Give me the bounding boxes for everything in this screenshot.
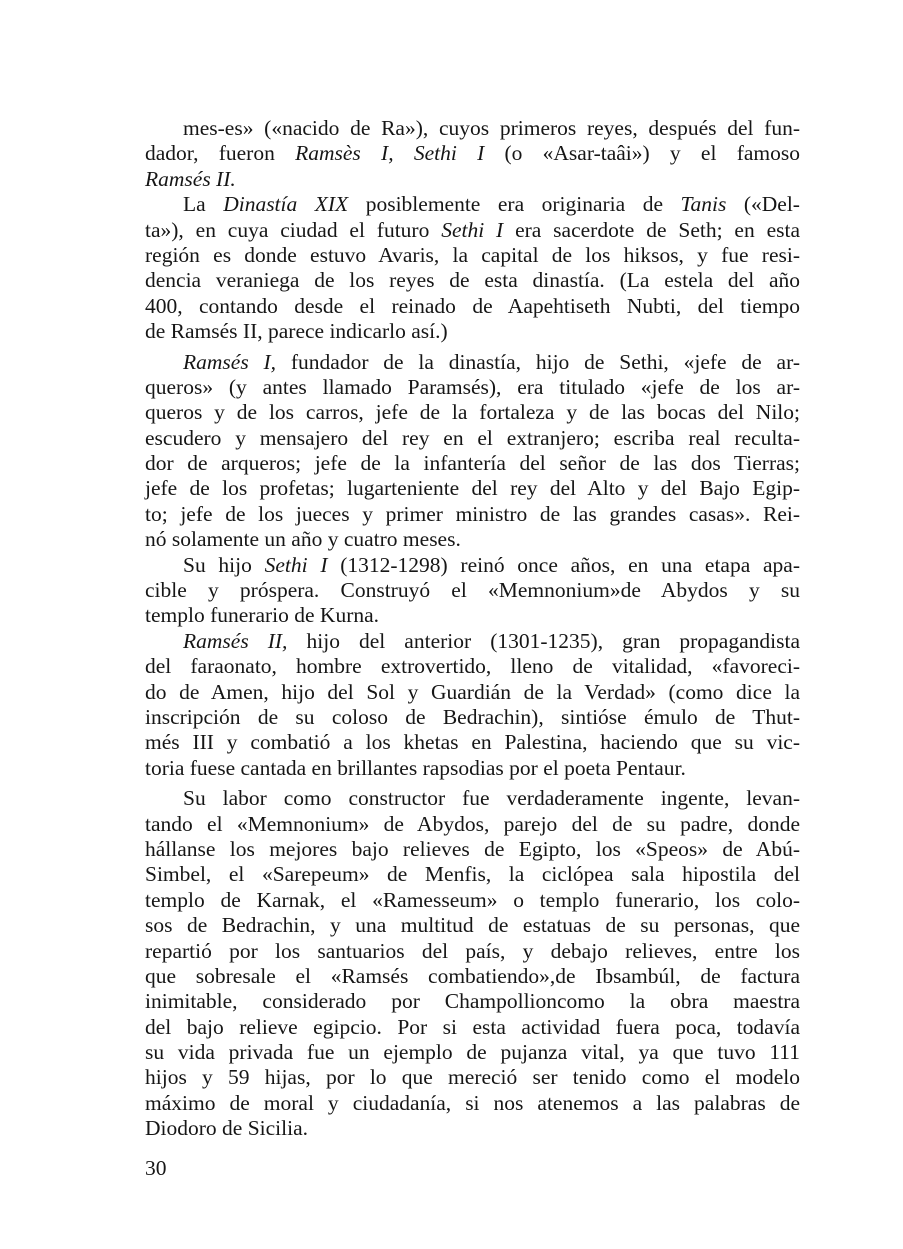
text-run: mes-es» («nacido de Ra»), cuyos primeros reyes, después del fun- [183, 116, 800, 140]
text-run: inscripción de su coloso de Bedrachin), sintióse émulo de Thut- [145, 704, 800, 729]
text-run: cible y próspera. Construyó el «Memnonium»de Abydos y su [145, 578, 800, 603]
text-run: que sobresale el «Ramsés combatiendo»,de Ibsambúl, de factura [145, 963, 800, 988]
text-run: hállanse los mejores bajo relieves de Egipto, los «Speos» de Abú- [145, 836, 800, 861]
text-line [145, 756, 800, 781]
text-line [145, 862, 800, 887]
text-run: del bajo relieve egipcio. Por si esta actividad fuera poca, todavía [145, 1014, 800, 1039]
text-run: ta»), en cuya ciudad el futuro [145, 217, 442, 242]
text-line [145, 730, 800, 755]
text-run: del faraonato, hombre extrovertido, lleno de vitalidad, «favoreci- [145, 654, 800, 679]
text-run: (1312-1298) reinó once años, en una etapa apa- [327, 552, 800, 577]
italic-text: Sethi I [264, 552, 328, 577]
text-line [145, 837, 800, 862]
text-line [145, 268, 800, 293]
page-number: 30 [145, 1156, 167, 1180]
text-line [145, 964, 800, 989]
text-line [145, 913, 800, 938]
text-run: templo de Karnak, el «Ramesseum» o templo funerario, los colo- [145, 887, 800, 912]
text-run: de Ramsés II, parece indicarlo así.) [145, 319, 448, 344]
italic-text: Ramsés II. [145, 166, 236, 191]
text-run: queros» (y antes llamado Paramsés), era titulado «jefe de los ar- [145, 374, 800, 399]
text-run: Simbel, el «Sarepeum» de Menfis, la ciclópea sala hipostila del [145, 862, 800, 887]
text-run: queros y de los carros, jefe de la fortaleza y de las bocas del Nilo; [145, 400, 800, 425]
page-body [145, 116, 800, 1142]
text-line [145, 1091, 800, 1116]
text-line [145, 629, 800, 654]
text-line [145, 812, 800, 837]
text-line [145, 243, 800, 268]
text-run: jefe de los profetas; lugarteniente del rey del Alto y del Bajo Egip- [145, 476, 800, 501]
italic-text: Ramsès I, Sethi I [295, 141, 485, 166]
text-line [145, 350, 800, 375]
text-run: su vida privada fue un ejemplo de pujanza vital, ya que tuvo 111 [145, 1040, 800, 1065]
text-run: dencia veraniega de los reyes de esta dinastía. (La estela del año [145, 268, 800, 293]
paragraph [145, 116, 800, 192]
text-line [145, 426, 800, 451]
text-line [145, 603, 800, 628]
text-run: inimitable, considerado por Champollioncomo la obra maestra [145, 989, 800, 1014]
text-line [145, 141, 800, 166]
text-run: («Del- [726, 192, 800, 217]
text-line [145, 654, 800, 679]
text-run: región es donde estuvo Avaris, la capital de los hiksos, y fue resi- [145, 242, 800, 267]
text-line [145, 705, 800, 730]
text-run: Su hijo [183, 552, 265, 577]
text-line [145, 167, 800, 192]
text-run: dador, fueron [145, 141, 296, 166]
text-run: posiblemente era originaria de [348, 192, 681, 217]
text-run: Su labor como constructor fue verdaderamente ingente, levan- [183, 786, 800, 811]
text-line [145, 502, 800, 527]
text-line [145, 192, 800, 217]
text-line [145, 294, 800, 319]
italic-text: Tanis [680, 192, 727, 217]
paragraph [145, 192, 800, 344]
text-line [145, 400, 800, 425]
text-line [145, 786, 800, 811]
text-run: dor de arqueros; jefe de la infantería del señor de las dos Tierras; [145, 451, 800, 476]
text-run: (o «Asar-taâi») y el famoso [484, 141, 800, 166]
text-run: máximo de moral y ciudadanía, si nos atenemos a las palabras de [145, 1090, 800, 1115]
paragraph [145, 629, 800, 781]
italic-text: Dinastía XIX [223, 192, 349, 217]
text-run: més III y combatió a los khetas en Palestina, haciendo que su vic- [145, 730, 800, 755]
text-line [145, 680, 800, 705]
text-run: do de Amen, hijo del Sol y Guardián de la Verdad» (como dice la [145, 679, 800, 704]
text-line [145, 939, 800, 964]
text-run: tando el «Memnonium» de Abydos, parejo del de su padre, donde [145, 811, 800, 836]
text-line [145, 888, 800, 913]
text-run: 400, contando desde el reinado de Aapehtiseth Nubti, del tiempo [145, 293, 800, 318]
text-run: hijos y 59 hijas, por lo que mereció ser tenido como el modelo [145, 1065, 800, 1090]
text-run: nó solamente un año y cuatro meses. [145, 527, 461, 552]
text-line [145, 218, 800, 243]
text-line [145, 527, 800, 552]
text-run: hijo del anterior (1301-1235), gran propagandista [287, 628, 800, 653]
text-run: Diodoro de Sicilia. [145, 1116, 309, 1141]
text-line [145, 375, 800, 400]
text-line [145, 1065, 800, 1090]
text-line [145, 578, 800, 603]
text-line [145, 1116, 800, 1141]
text-line [145, 116, 800, 141]
text-run: escudero y mensajero del rey en el extranjero; escriba real reculta- [145, 425, 800, 450]
italic-text: Sethi I [441, 217, 504, 242]
text-line [145, 553, 800, 578]
text-run: era sacerdote de Seth; en esta [503, 217, 800, 242]
text-line [145, 476, 800, 501]
text-run: repartió por los santuarios del país, y debajo relieves, entre los [145, 938, 800, 963]
text-line [145, 989, 800, 1014]
text-line [145, 451, 800, 476]
italic-text: Ramsés II, [183, 628, 288, 653]
text-run: toria fuese cantada en brillantes rapsodias por el poeta Pentaur. [145, 755, 686, 780]
text-run: fundador de la dinastía, hijo de Sethi, «jefe de ar- [276, 349, 800, 374]
text-run: to; jefe de los jueces y primer ministro de las grandes casas». Rei- [145, 501, 800, 526]
text-line [145, 1040, 800, 1065]
paragraph [145, 553, 800, 629]
text-run: La [183, 192, 224, 217]
text-run: templo funerario de Kurna. [145, 603, 380, 628]
text-line [145, 1015, 800, 1040]
paragraph [145, 786, 800, 1141]
text-run: sos de Bedrachin, y una multitud de estatuas de su personas, que [145, 913, 800, 938]
paragraph [145, 350, 800, 553]
text-line [145, 319, 800, 344]
italic-text: Ramsés I, [183, 349, 277, 374]
